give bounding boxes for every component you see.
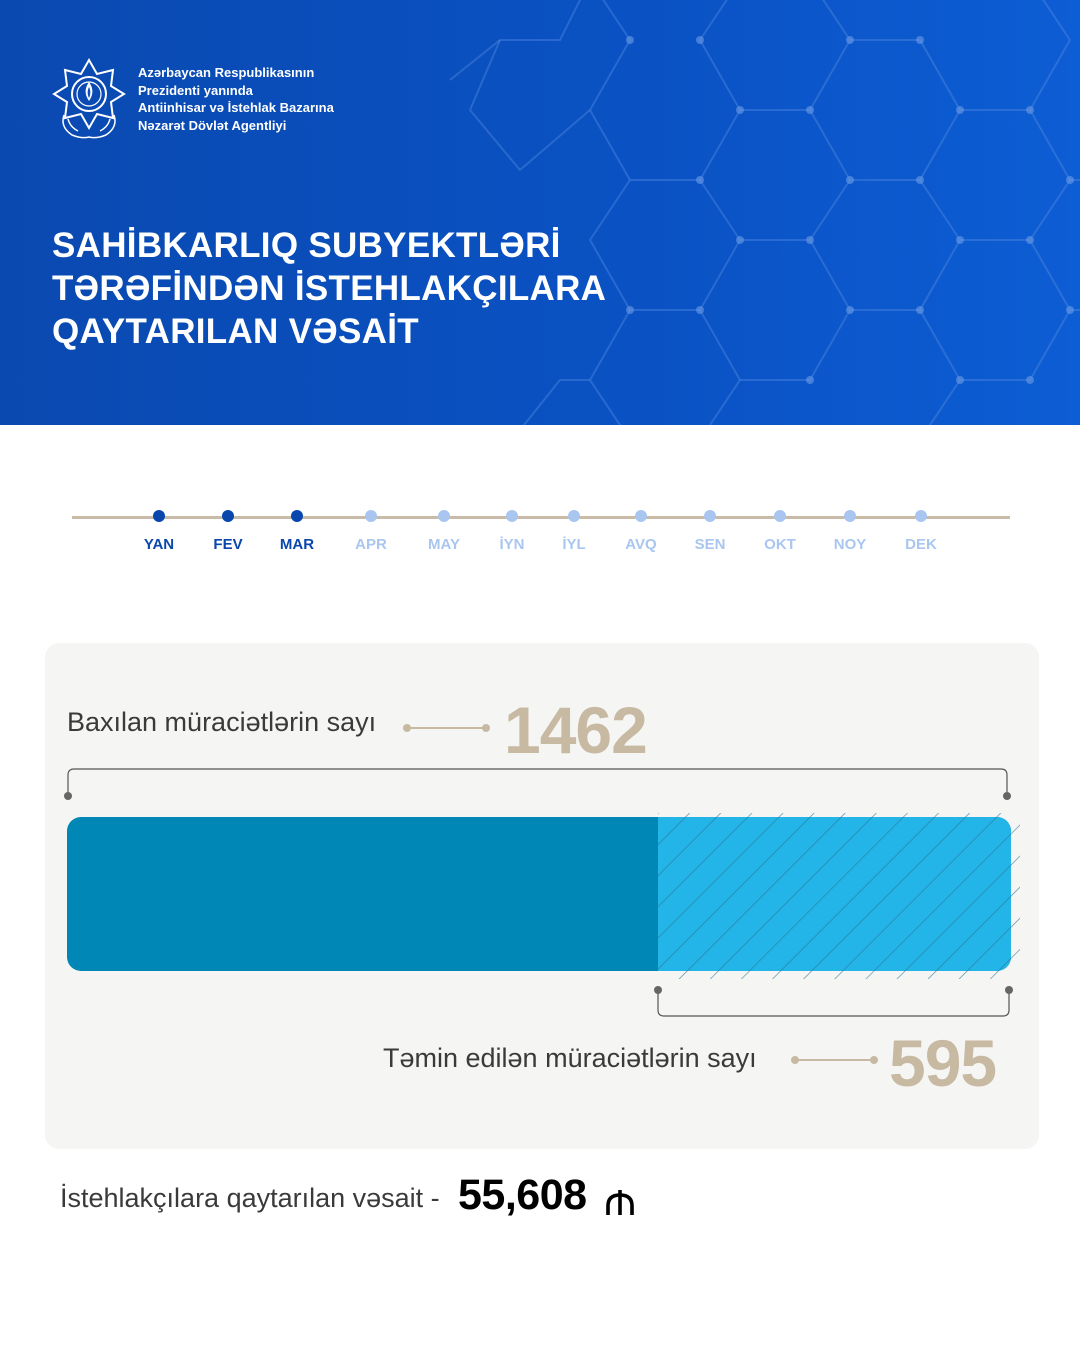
timeline-month	[414, 510, 474, 553]
timeline-month-label: YAN	[143, 536, 175, 553]
agency-name-line: Nəzarət Dövlət Agentliyi	[138, 117, 287, 133]
timeline-dot	[438, 510, 450, 522]
timeline-month	[680, 510, 740, 553]
timeline-month-label: NOY	[833, 536, 867, 553]
refund-label: İstehlakçılara qaytarılan vəsait -	[60, 1183, 440, 1213]
title-line: QAYTARILAN VƏSAİT	[52, 312, 419, 351]
timeline-month-label: MAR	[279, 536, 315, 553]
timeline-dot	[704, 510, 716, 522]
timeline-dot	[506, 510, 518, 522]
timeline-month	[267, 510, 327, 553]
title-line: TƏRƏFİNDƏN İSTEHLAKÇILARA	[52, 269, 607, 308]
refund-amount: 55,608	[458, 1171, 587, 1219]
timeline-month	[750, 510, 810, 553]
timeline-month-label: APR	[355, 536, 387, 553]
timeline-month-label: OKT	[764, 536, 796, 553]
title-line: SAHİBKARLIQ SUBYEKTLƏRİ	[52, 226, 561, 265]
timeline-month	[891, 510, 951, 553]
agency-name-line: Antiinhisar və İstehlak Bazarına	[138, 100, 334, 116]
timeline-month	[611, 510, 671, 553]
agency-name	[138, 64, 334, 134]
total-bracket	[60, 765, 1020, 805]
timeline-month	[129, 510, 189, 553]
timeline-dot	[153, 510, 165, 522]
manat-icon	[604, 1188, 636, 1218]
agency-name-line: Azərbaycan Respublikasının	[138, 65, 315, 80]
applications-bar	[67, 817, 1011, 971]
header-banner	[0, 0, 1080, 425]
azerbaijan-state-emblem-icon	[52, 57, 126, 139]
agency-name-line: Prezidenti yanında	[138, 82, 253, 98]
reviewed-connector-line	[407, 727, 486, 729]
satisfied-hatch-pattern	[658, 813, 1020, 979]
timeline-month	[198, 510, 258, 553]
timeline-dot	[365, 510, 377, 522]
timeline-month-label: DEK	[905, 536, 937, 553]
satisfied-connector-line	[795, 1059, 874, 1061]
timeline-month-label: SEN	[694, 536, 726, 553]
timeline-dot	[915, 510, 927, 522]
timeline-month-label: İYN	[499, 536, 525, 553]
timeline-dot	[635, 510, 647, 522]
timeline-month-label: İYL	[562, 536, 586, 553]
timeline-month-label: MAY	[428, 536, 460, 553]
timeline-month	[482, 510, 542, 553]
timeline-month-label: AVQ	[625, 536, 657, 553]
page-title	[52, 224, 606, 353]
reviewed-count: 1462	[504, 693, 647, 767]
satisfied-label: Təmin edilən müraciətlərin sayı	[383, 1043, 757, 1073]
timeline-dot	[291, 510, 303, 522]
timeline-month	[544, 510, 604, 553]
reviewed-label: Baxılan müraciətlərin sayı	[67, 707, 377, 737]
timeline-dot	[222, 510, 234, 522]
timeline-dot	[774, 510, 786, 522]
timeline-month	[820, 510, 880, 553]
timeline-dot	[568, 510, 580, 522]
month-timeline	[72, 500, 1010, 560]
timeline-dot	[844, 510, 856, 522]
timeline-month-label: FEV	[213, 536, 243, 553]
satisfied-count: 595	[889, 1026, 997, 1100]
satisfied-bracket	[650, 980, 1020, 1025]
timeline-month	[341, 510, 401, 553]
